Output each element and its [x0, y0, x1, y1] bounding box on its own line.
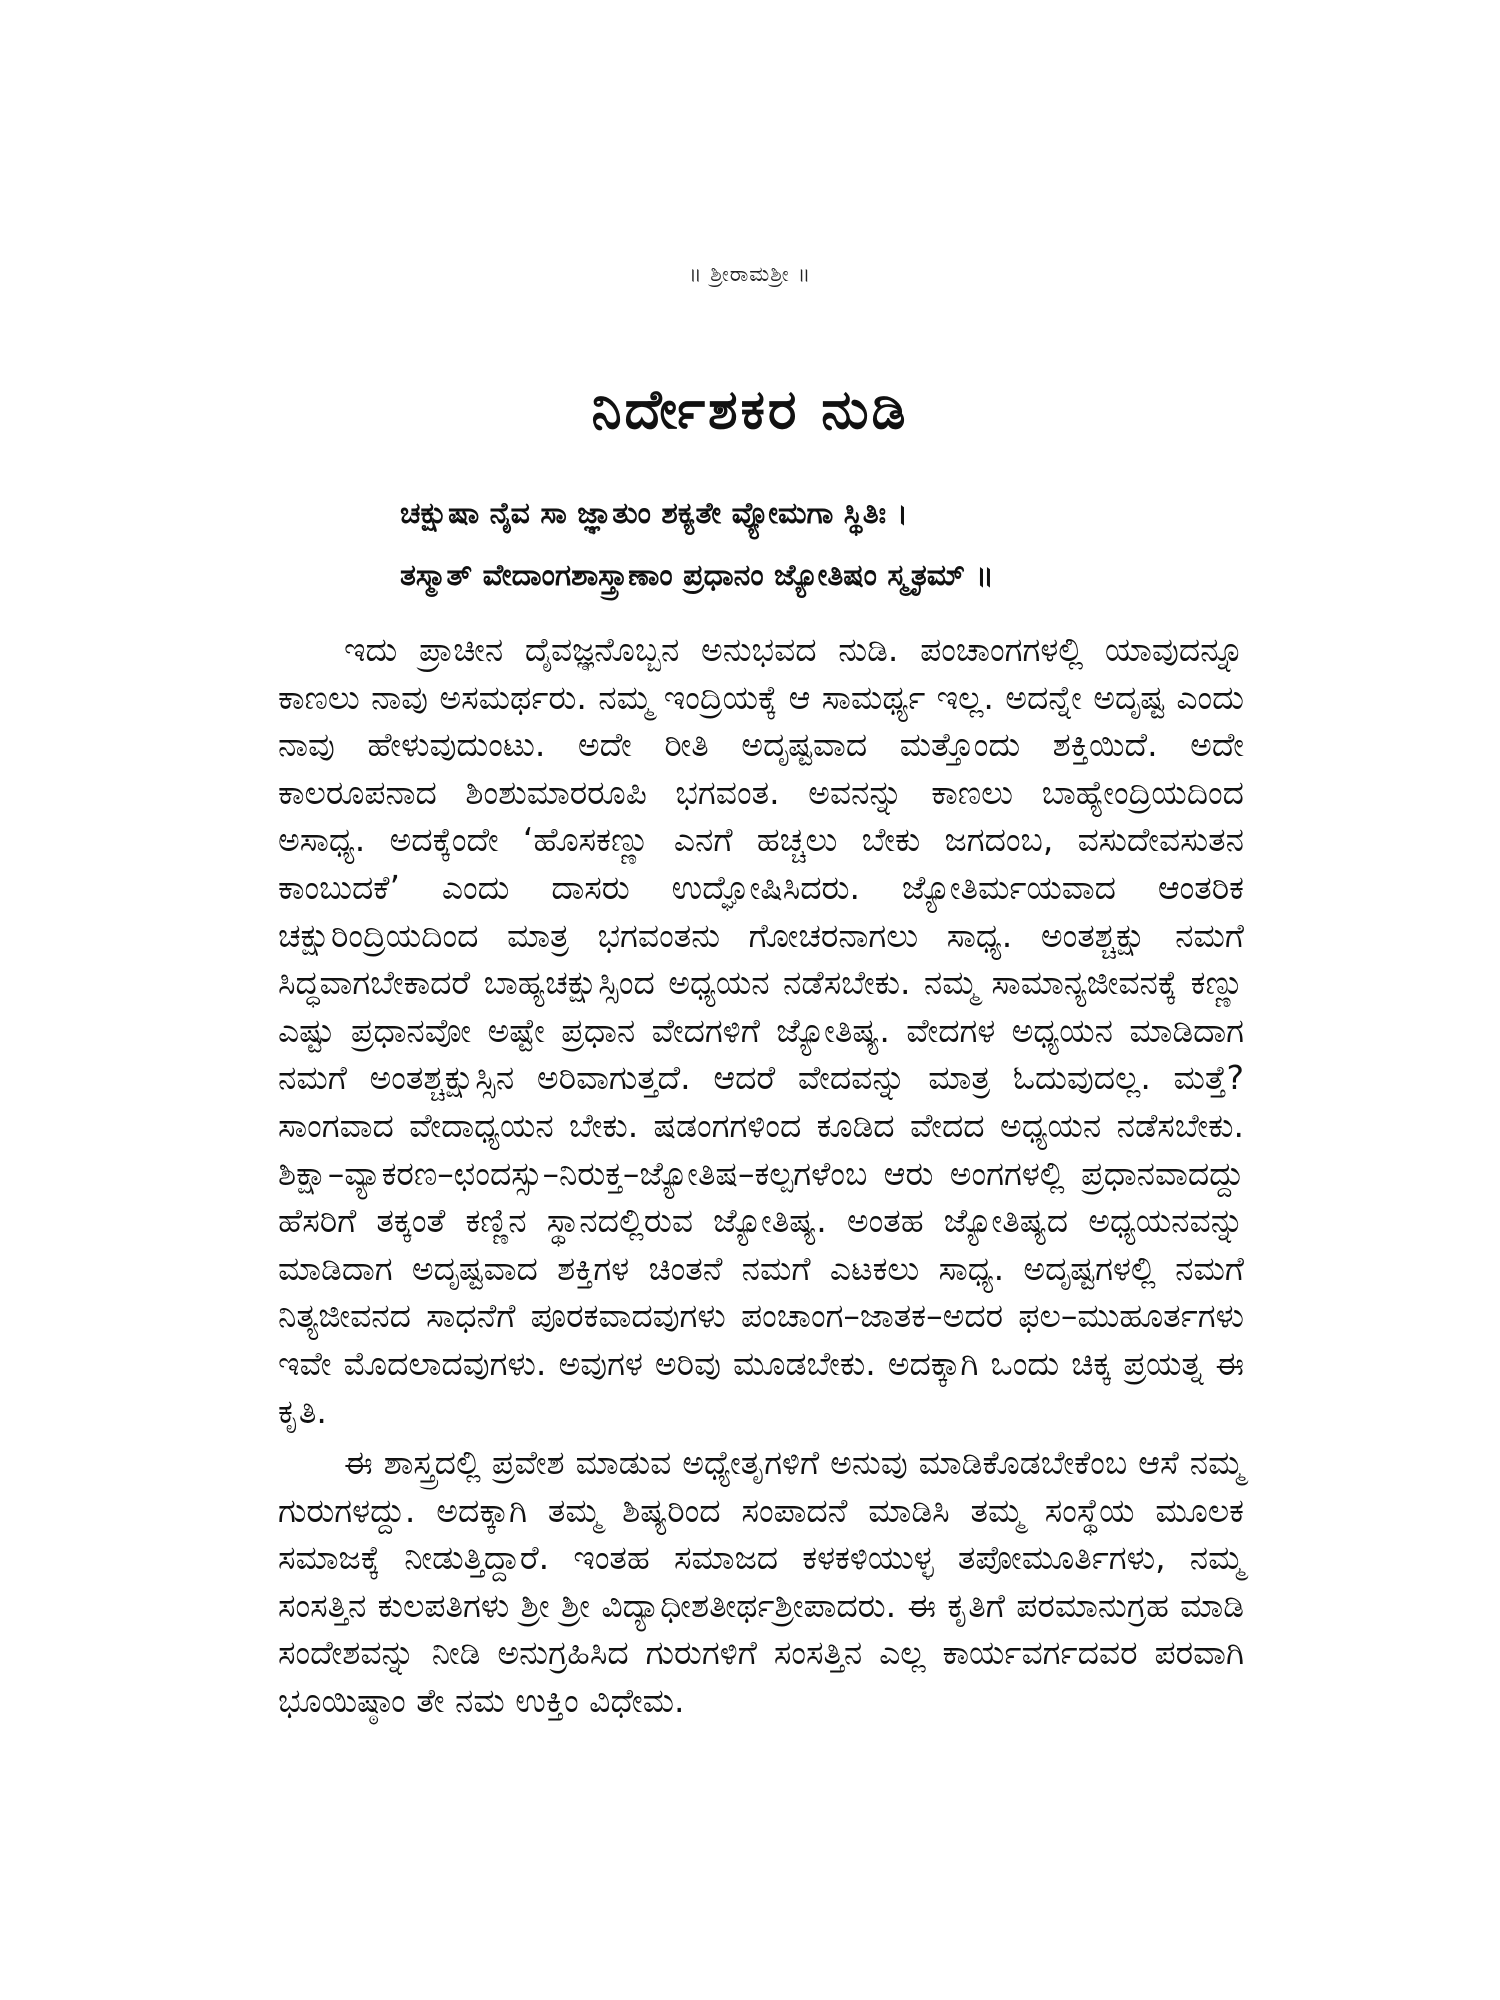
body-text	[278, 626, 1244, 1725]
invocation-header: ॥ ಶ್ರೀರಾಮಶ್ರೀ ॥	[688, 262, 812, 286]
verse-line-1: ಚಕ್ಷುಷಾ ನೈವ ಸಾ ಜ್ಞಾತುಂ ಶಕ್ಯತೇ ವ್ಯೋಮಗಾ ಸ್ಥಿತಿಃ ।	[400, 496, 908, 531]
verse-line-2: ತಸ್ಮಾತ್ ವೇದಾಂಗಶಾಸ್ತ್ರಾಣಾಂ ಪ್ರಧಾನಂ ಜ್ಯೋತಿಷಂ ಸ್ಮೃತಮ್ ॥	[400, 558, 994, 593]
page-title: ನಿರ್ದೇಶಕರ ನುಡಿ	[591, 378, 909, 441]
paragraph-2: ಈ ಶಾಸ್ತ್ರದಲ್ಲಿ ಪ್ರವೇಶ ಮಾಡುವ ಅಧ್ಯೇತೃಗಳಿಗೆ ಅನುವು ಮಾಡಿಕೊಡಬೇಕೆಂಬ ಆಸೆ ನಮ್ಮ ಗುರುಗಳದ್ದು. ಅದಕ್ಕಾಗಿ ತಮ್ಮ ಶಿಷ್ಯರಿಂದ ಸಂಪಾದನೆ ಮಾಡಿಸಿ ತಮ್ಮ ಸಂಸ್ಥೆಯ ಮೂಲಕ ಸಮಾಜಕ್ಕೆ ನೀಡುತ್ತಿದ್ದಾರೆ. ಇಂತಹ ಸಮಾಜದ ಕಳಕಳಿಯುಳ್ಳ ತಪೋಮೂರ್ತಿಗಳು, ನಮ್ಮ ಸಂಸತ್ತಿನ ಕುಲಪತಿಗಳು ಶ್ರೀ ಶ್ರೀ ವಿದ್ಯಾಧೀಶತೀರ್ಥಶ್ರೀಪಾದರು. ಈ ಕೃತಿಗೆ ಪರಮಾನುಗ್ರಹ ಮಾಡಿ ಸಂದೇಶವನ್ನು ನೀಡಿ ಅನುಗ್ರಹಿಸಿದ ಗುರುಗಳಿಗೆ ಸಂಸತ್ತಿನ ಎಲ್ಲ ಕಾರ್ಯವರ್ಗದವರ ಪರವಾಗಿ ಭೂಯಿಷ್ಠಾಂ ತೇ ನಮ ಉಕ್ತಿಂ ವಿಧೇಮ.	[278, 1443, 1244, 1721]
paragraph-1: ಇದು ಪ್ರಾಚೀನ ದೈವಜ್ಞನೊಬ್ಬನ ಅನುಭವದ ನುಡಿ. ಪಂಚಾಂಗಗಳಲ್ಲಿ ಯಾವುದನ್ನೂ ಕಾಣಲು ನಾವು ಅಸಮರ್ಥರು. ನಮ್ಮ ಇಂದ್ರಿಯಕ್ಕೆ ಆ ಸಾಮರ್ಥ್ಯ ಇಲ್ಲ. ಅದನ್ನೇ ಅದೃಷ್ಟ ಎಂದು ನಾವು ಹೇಳುವುದುಂಟು. ಅದೇ ರೀತಿ ಅದೃಷ್ಟವಾದ ಮತ್ತೊಂದು ಶಕ್ತಿಯಿದೆ. ಅದೇ ಕಾಲರೂಪನಾದ ಶಿಂಶುಮಾರರೂಪಿ ಭಗವಂತ. ಅವನನ್ನು ಕಾಣಲು ಬಾಹ್ಯೇಂದ್ರಿಯದಿಂದ ಅಸಾಧ್ಯ. ಅದಕ್ಕೆಂದೇ ‘ಹೊಸಕಣ್ಣು ಎನಗೆ ಹಚ್ಚಲು ಬೇಕು ಜಗದಂಬ, ವಸುದೇವಸುತನ ಕಾಂಬುದಕೆ’ ಎಂದು ದಾಸರು ಉದ್ಘೋಷಿಸಿದರು. ಜ್ಯೋತಿರ್ಮಯವಾದ ಆಂತರಿಕ ಚಕ್ಷುರಿಂದ್ರಿಯದಿಂದ ಮಾತ್ರ ಭಗವಂತನು ಗೋಚರನಾಗಲು ಸಾಧ್ಯ. ಅಂತಶ್ಚಕ್ಷು ನಮಗೆ ಸಿದ್ಧವಾಗಬೇಕಾದರೆ ಬಾಹ್ಯಚಕ್ಷುಸ್ಸಿಂದ ಅಧ್ಯಯನ ನಡೆಸಬೇಕು. ನಮ್ಮ ಸಾಮಾನ್ಯಜೀವನಕ್ಕೆ ಕಣ್ಣು ಎಷ್ಟು ಪ್ರಧಾನವೋ ಅಷ್ಟೇ ಪ್ರಧಾನ ವೇದಗಳಿಗೆ ಜ್ಯೋತಿಷ್ಯ. ವೇದಗಳ ಅಧ್ಯಯನ ಮಾಡಿದಾಗ ನಮಗೆ ಅಂತಶ್ಚಕ್ಷುಸ್ಸಿನ ಅರಿವಾಗುತ್ತದೆ. ಆದರೆ ವೇದವನ್ನು ಮಾತ್ರ ಓದುವುದಲ್ಲ. ಮತ್ತೆ? ಸಾಂಗವಾದ ವೇದಾಧ್ಯಯನ ಬೇಕು. ಷಡಂಗಗಳಿಂದ ಕೂಡಿದ ವೇದದ ಅಧ್ಯಯನ ನಡೆಸಬೇಕು. ಶಿಕ್ಷಾ–ವ್ಯಾಕರಣ–ಛಂದಸ್ಸು–ನಿರುಕ್ತ–ಜ್ಯೋತಿಷ–ಕಲ್ಪಗಳೆಂಬ ಆರು ಅಂಗಗಳಲ್ಲಿ ಪ್ರಧಾನವಾದದ್ದು ಹೆಸರಿಗೆ ತಕ್ಕಂತೆ ಕಣ್ಣಿನ ಸ್ಥಾನದಲ್ಲಿರುವ ಜ್ಯೋತಿಷ್ಯ. ಅಂತಹ ಜ್ಯೋತಿಷ್ಯದ ಅಧ್ಯಯನವನ್ನು ಮಾಡಿದಾಗ ಅದೃಷ್ಟವಾದ ಶಕ್ತಿಗಳ ಚಿಂತನೆ ನಮಗೆ ಎಟಕಲು ಸಾಧ್ಯ. ಅದೃಷ್ಟಗಳಲ್ಲಿ ನಮಗೆ ನಿತ್ಯಜೀವನದ ಸಾಧನೆಗೆ ಪೂರಕವಾದವುಗಳು ಪಂಚಾಂಗ–ಜಾತಕ–ಅದರ ಫಲ–ಮುಹೂರ್ತಗಳು ಇವೇ ಮೊದಲಾದವುಗಳು. ಅವುಗಳ ಅರಿವು ಮೂಡಬೇಕು. ಅದಕ್ಕಾಗಿ ಒಂದು ಚಿಕ್ಕ ಪ್ರಯತ್ನ ಈ ಕೃತಿ.	[278, 630, 1244, 1431]
